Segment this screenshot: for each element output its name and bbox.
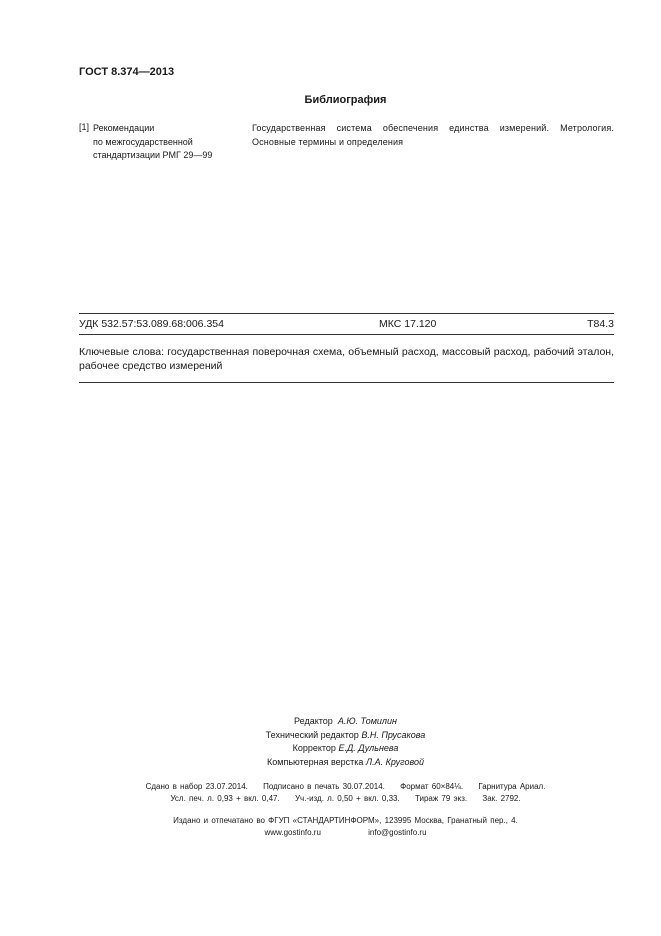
imprint-format: Формат 60×84⅛. — [400, 782, 464, 791]
mks-code: МКС 17.120 — [379, 318, 437, 330]
reference-source-line: Рекомендации — [93, 123, 155, 133]
bottom-divider — [79, 382, 614, 383]
imprint-signed: Подписано в печать 30.07.2014. — [263, 782, 385, 791]
staff-tech-editor — [0, 730, 661, 740]
imprint-copies: Тираж 79 экз. — [414, 794, 468, 803]
staff-layout — [0, 757, 661, 767]
website-link[interactable]: www.gostinfo.ru — [264, 828, 321, 837]
staff-name: А.Ю. Томилин — [337, 716, 397, 726]
reference-number: [1] — [79, 122, 90, 132]
staff-name: Е.Д. Дульнева — [338, 743, 399, 753]
reference-source-line: стандартизации РМГ 29—99 — [93, 150, 213, 160]
imprint-line-2 — [0, 794, 661, 803]
contacts-line — [0, 828, 661, 837]
reference-source — [93, 122, 243, 163]
staff-role: Компьютерная верстка — [267, 757, 364, 767]
imprint-typeface: Гарнитура Ариал. — [478, 782, 546, 791]
staff-name: В.Н. Прусакова — [361, 730, 426, 740]
staff-corrector — [0, 743, 661, 753]
email-link[interactable]: info@gostinfo.ru — [368, 828, 427, 837]
staff-editor — [0, 716, 661, 726]
staff-role: Корректор — [292, 743, 336, 753]
reference-source-line: по межгосударственной — [93, 136, 193, 147]
middle-divider — [79, 334, 614, 335]
okp-code: Т84.3 — [587, 318, 614, 330]
staff-role: Технический редактор — [265, 730, 359, 740]
top-divider — [79, 313, 614, 314]
imprint-order: Зак. 2792. — [482, 794, 521, 803]
staff-name: Л.А. Круговой — [365, 757, 424, 767]
imprint-line-1 — [0, 782, 661, 791]
bibliography-title: Библиография — [304, 94, 387, 106]
reference-title: Государственная система обеспечения единства измерений. Метрология. Основные термины и определения — [252, 123, 614, 147]
publisher-line: Издано и отпечатано во ФГУП «СТАНДАРТИНФОРМ», 123995 Москва, Гранатный пер., 4. — [173, 816, 518, 825]
imprint-sheets: Усл. печ. л. 0,93 + вкл. 0,47. — [170, 794, 280, 803]
udk-code: УДК 532.57:53.089.68:006.354 — [79, 318, 224, 330]
keywords: Ключевые слова: государственная поверочная схема, объемный расход, массовый расход, рабочий эталон, рабочее средство измерений — [79, 346, 614, 372]
staff-role: Редактор — [294, 716, 333, 726]
imprint-pub-sheets: Уч.-изд. л. 0,50 + вкл. 0,33. — [294, 794, 400, 803]
imprint-sent: Сдано в набор 23.07.2014. — [145, 782, 248, 791]
document-code: ГОСТ 8.374—2013 — [79, 66, 175, 78]
